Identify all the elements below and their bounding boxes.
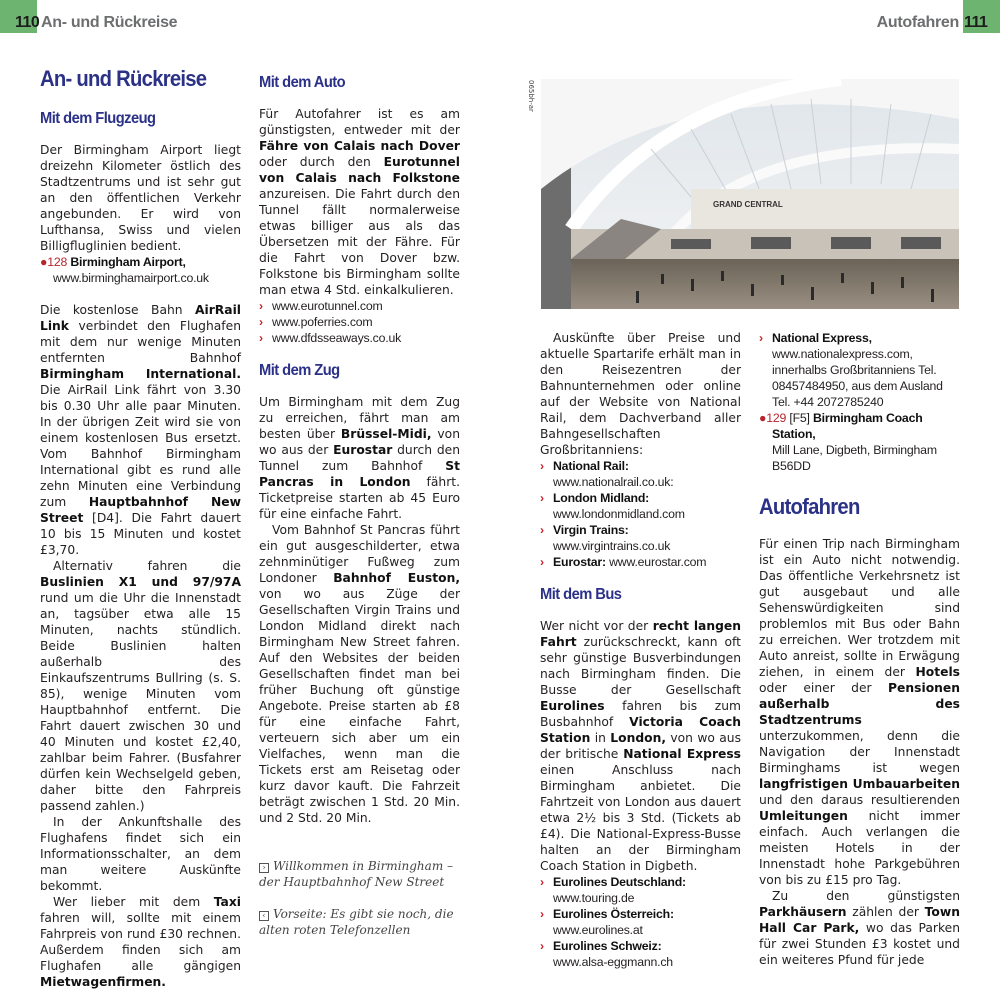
text-run: Die kostenlose Bahn xyxy=(40,303,195,317)
paragraph xyxy=(540,618,741,874)
running-head-right: Autofahren xyxy=(876,14,959,31)
text-run: Alternativ fahren die xyxy=(53,559,241,573)
bold-text: AirRail Link xyxy=(40,303,241,333)
subheading-auto: Mit dem Auto xyxy=(259,74,346,91)
link-item[interactable]: › Eurolines Österreich: www.eurolines.at xyxy=(540,907,674,937)
text-run: zurückschreckt, kann oft sehr günstige Busverbindungen nach Birmingham finden. Die Busse der Gesellschaft xyxy=(540,635,741,697)
link-url[interactable]: www.londonmidland.com xyxy=(553,507,685,521)
poi-entry xyxy=(40,254,241,286)
paragraph xyxy=(40,814,241,894)
bold-text: Hauptbahnhof New Street xyxy=(40,495,241,525)
link-item[interactable] xyxy=(259,330,460,346)
subheading-bus: Mit dem Bus xyxy=(540,586,622,603)
link-url[interactable]: www.touring.de xyxy=(553,891,635,905)
paragraph xyxy=(40,302,241,558)
column-2 xyxy=(259,74,460,938)
text-run: von wo aus der xyxy=(259,427,460,457)
photo-caption-next: › Willkommen in Birmingham – der Hauptbahnhof New Street xyxy=(259,859,454,889)
paragraph xyxy=(759,888,960,968)
section-title: An- und Rückreise xyxy=(40,66,207,91)
link-url[interactable]: www.eurolines.at xyxy=(553,923,643,937)
map-ref: [F5] xyxy=(789,411,810,425)
text-run: Wer lieber mit dem xyxy=(53,895,214,909)
text-run: Auskünfte über Preise und aktuelle Spartarife erhält man in den Reisezentren der Bahnunternehmen oder online auf der Website von National Rail, dem Dachverband aller Bahngesellschaften Großbritanniens: xyxy=(540,331,741,457)
chevron-right-icon: › xyxy=(540,907,544,921)
paragraph xyxy=(259,106,460,298)
bold-text: London, xyxy=(610,731,666,745)
link-url[interactable]: www.nationalrail.co.uk: xyxy=(553,475,674,489)
paragraph xyxy=(40,142,241,254)
text-run: fährt. Ticketpreise starten ab 45 Euro für eine einfache Fahrt. xyxy=(259,475,461,521)
text-run: Zu den günstigsten xyxy=(772,889,960,903)
bold-text: Hotels xyxy=(915,665,960,679)
link-url[interactable]: www.eurostar.com xyxy=(609,555,707,569)
text-run: Der Birmingham Airport liegt dreizehn Kilometer östlich des Stadtzentrums und ist sehr gut an den öffentlichen Verkehr angebunden. Er wird von Lufthansa, Swiss und vielen Billigfluglinien bedient. xyxy=(40,143,241,253)
chevron-right-icon: › xyxy=(540,555,544,569)
link-url[interactable]: www.eurotunnel.com xyxy=(272,299,383,313)
text-run: Die AirRail Link fährt von 3.30 bis 0.30 Uhr alle paar Minuten. In der übrigen Zeit wird sie von einem kostenlosen Bus ersetzt. Vom Bahnhof Birmingham International gibt es rund alle zehn Minuten eine Verbindung zum xyxy=(40,383,241,509)
poi-url[interactable]: www.birminghamairport.co.uk xyxy=(53,271,209,285)
photo-credit: 065bh-ar xyxy=(527,80,535,112)
column-3 xyxy=(540,330,741,970)
contact-info: www.nationalexpress.com, innerhalbs Großbritanniens Tel. 08457484950, aus dem Ausland Tel. +44 2072785240 xyxy=(772,347,943,409)
link-item[interactable]: › Eurolines Schweiz: www.alsa-eggmann.ch xyxy=(540,939,673,969)
link-url[interactable]: www.dfdsseaways.co.uk xyxy=(272,331,402,345)
page-number-left: 110 xyxy=(15,14,40,31)
paragraph xyxy=(759,536,960,888)
text-run: und den daraus resultierenden xyxy=(759,793,960,807)
text-run: anzureisen. Die Fahrt durch den Tunnel fällt normalerweise etwas billiger aus als das Übersetzen mit der Fähre. Für die Fahrt von Dover bzw. Folkstone bis Birmingham sollte man etwa 4 Std. einkalkulieren. xyxy=(259,187,460,297)
link-item[interactable]: › London Midland: www.londonmidland.com xyxy=(540,491,685,521)
bold-text: Brüssel-Midi, xyxy=(340,427,432,441)
section-title-autofahren: Autofahren xyxy=(759,494,860,519)
text-run: fahren bis zum Busbahnhof xyxy=(540,699,741,729)
text-run: verbindet den Flughafen mit dem nur wenige Minuten entfernten Bahnhof xyxy=(40,319,241,365)
text-run: In der Ankunftshalle des Flughafens findet sich ein Informationsschalter, an dem man weitere Auskünfte bekommt. xyxy=(40,815,241,893)
subheading-zug: Mit dem Zug xyxy=(259,362,340,379)
arrow-right-box-icon: › xyxy=(259,863,269,873)
chevron-right-icon: › xyxy=(759,331,763,345)
running-head-left: An- und Rückreise xyxy=(41,14,178,31)
chevron-right-icon: › xyxy=(259,315,263,329)
text-run: Für einen Trip nach Birmingham ist ein Auto nicht notwendig. Das öffentliche Verkehrsnetz ist gut ausgebaut und alle Sehenswürdigkeiten sind problemlos mit Bus oder Bahn zu erreichen. Wer trotzdem mit Auto anreist, sollte in Erwägung ziehen, in einem der xyxy=(759,537,960,679)
bold-text: Eurostar xyxy=(333,443,393,457)
link-item[interactable]: › Eurolines Deutschland: www.touring.de xyxy=(540,875,686,905)
text-run: Um Birmingham mit dem Zug zu erreichen, fährt man am besten über xyxy=(259,395,460,441)
poi-name: Birmingham Coach Station, xyxy=(772,411,923,441)
bold-text: langfristigen Umbauarbeiten xyxy=(759,777,960,791)
text-run: in xyxy=(590,731,611,745)
paragraph xyxy=(259,522,460,826)
link-item[interactable]: › National Rail: www.nationalrail.co.uk: xyxy=(540,459,674,489)
bold-text: Umleitungen xyxy=(759,809,848,823)
bold-text: Bahnhof Euston, xyxy=(333,571,460,585)
link-url[interactable]: www.virgintrains.co.uk xyxy=(553,539,671,553)
bold-text: St Pancras in London xyxy=(259,459,460,489)
poi-name: Birmingham Airport, xyxy=(70,255,186,269)
chevron-right-icon: › xyxy=(540,875,544,889)
text-run: rund um die Uhr die Innenstadt an, tagsüber etwa alle 15 Minuten, nachts stündlich. Beide Buslinien halten außerhalb des Einkaufszentrums Bullring (s. S. 85), wenige Minuten vom Hauptbahnhof entfernt. Die Fahrt dauert zwischen 30 und 40 Minuten und kostet £2,40, zahlbar beim Fahrer. (Busfahrer dürfen kein Wechselgeld geben, daher bitte den Fahrpreis passend zahlen.) xyxy=(40,591,241,813)
bold-text: Mietwagenfirmen. xyxy=(40,975,166,989)
poi-address: Mill Lane, Digbeth, Birmingham B56DD xyxy=(772,443,937,473)
bold-text: Buslinien X1 und 97/97A xyxy=(40,575,241,589)
chevron-right-icon: › xyxy=(259,331,263,345)
station-atrium-photo xyxy=(541,79,959,309)
text-run: oder durch den xyxy=(259,155,384,169)
column-4 xyxy=(759,330,960,968)
column-1 xyxy=(40,66,241,990)
subheading-flugzeug: Mit dem Flugzeug xyxy=(40,110,156,127)
chevron-right-icon: › xyxy=(259,299,263,313)
bold-text: Parkhäusern xyxy=(759,905,847,919)
bold-text: Victoria Coach Station xyxy=(540,715,741,745)
bold-text: Pensionen außerhalb des Stadtzentrums xyxy=(759,681,960,727)
text-run: einen Anschluss nach Birmingham anbietet. Die Fahrtzeit von London aus dauert etwa 2½ bis 3 Std. (Tickets ab £4). Die National-Express-Busse halten an der Birmingham Coach Station in Digbeth. xyxy=(540,763,741,873)
poi-number: ●129 xyxy=(759,411,787,425)
chevron-right-icon: › xyxy=(540,459,544,473)
chevron-right-icon: › xyxy=(540,939,544,953)
paragraph xyxy=(40,558,241,814)
page-number-right: 111 xyxy=(964,14,988,31)
bold-text: Town Hall Car Park, xyxy=(759,905,960,935)
bold-text: Taxi xyxy=(213,895,241,909)
paragraph xyxy=(540,330,741,458)
link-item[interactable] xyxy=(259,314,460,330)
paragraph xyxy=(259,394,460,522)
poi-entry xyxy=(759,410,960,474)
chevron-right-icon: › xyxy=(540,523,544,537)
text-run: oder einer der xyxy=(759,681,889,695)
text-run: von wo aus der britische xyxy=(540,731,741,761)
photo-caption-previous: ‹ Vorseite: Es gibt sie noch, die alten roten Telefonzellen xyxy=(259,907,454,937)
paragraph xyxy=(40,894,241,990)
bold-text: Eurotunnel von Calais nach Folkstone xyxy=(259,155,460,185)
bold-text: National Express xyxy=(623,747,741,761)
grand-central-sign: GRAND CENTRAL xyxy=(713,200,783,209)
link-url[interactable]: www.poferries.com xyxy=(272,315,373,329)
text-run: zählen der xyxy=(846,905,925,919)
text-run: durch den Tunnel zum Bahnhof xyxy=(259,443,460,473)
link-item[interactable]: › Eurostar: www.eurostar.com xyxy=(540,555,707,569)
text-run: wo das Parken für zwei Stunden £3 kostet und ein weiteres Pfund für jede xyxy=(759,921,960,967)
link-item[interactable] xyxy=(259,298,460,314)
bold-text: Birmingham International. xyxy=(40,367,241,381)
text-run: Für Autofahrer ist es am günstigsten, entweder mit der xyxy=(259,107,460,137)
link-item[interactable]: › Virgin Trains: www.virgintrains.co.uk xyxy=(540,523,671,553)
bold-text: recht langen Fahrt xyxy=(540,619,741,649)
poi-number: ●128 xyxy=(40,255,68,269)
chevron-right-icon: › xyxy=(540,491,544,505)
text-run: Vom Bahnhof St Pancras führt ein gut ausgeschilderter, etwa zehnminütiger Fußweg zum Londoner xyxy=(259,523,460,585)
text-run: unterzukommen, denn die Navigation der Innenstadt Birminghams ist wegen xyxy=(759,729,960,775)
arrow-left-box-icon: ‹ xyxy=(259,911,269,921)
text-run: von wo aus Züge der Gesellschaften Virgin Trains und London Midland direkt nach Birmingham New Street fahren. Auf den Websites der beiden Gesellschaften findet man bei früher Buchung oft günstige Angebote. Preise starten ab £8 für eine einfache Fahrt, verteuern sich aber um ein Vielfaches, wenn man die Tickets erst am Reisetag oder kurz davor kauft. Die Fahrzeit beträgt zwischen 1 Std. 20 Min. und 2 Std. 20 Min. xyxy=(259,587,460,825)
bold-text: Fähre von Calais nach Dover xyxy=(259,139,460,153)
link-url[interactable]: www.alsa-eggmann.ch xyxy=(553,955,673,969)
bold-text: Eurolines xyxy=(540,699,605,713)
link-item[interactable]: › National Express, www.nationalexpress.com, innerhalbs Großbritanniens Tel. 08457484950, aus dem Ausland Tel. +44 2072785240 xyxy=(759,331,943,409)
text-run: Wer nicht vor der xyxy=(540,619,653,633)
text-run: fahren will, sollte mit einem Fahrpreis von rund £30 rechnen. Außerdem finden sich am Flughafen alle gängigen xyxy=(40,911,241,973)
text-run: [D4]. Die Fahrt dauert 10 bis 15 Minuten und kostet £3,70. xyxy=(40,511,241,557)
text-run: nicht immer einfach. Auch verlangen die meisten Hotels in der Innenstadt hohe Parkgebühren von bis zu £15 pro Tag. xyxy=(759,809,960,887)
